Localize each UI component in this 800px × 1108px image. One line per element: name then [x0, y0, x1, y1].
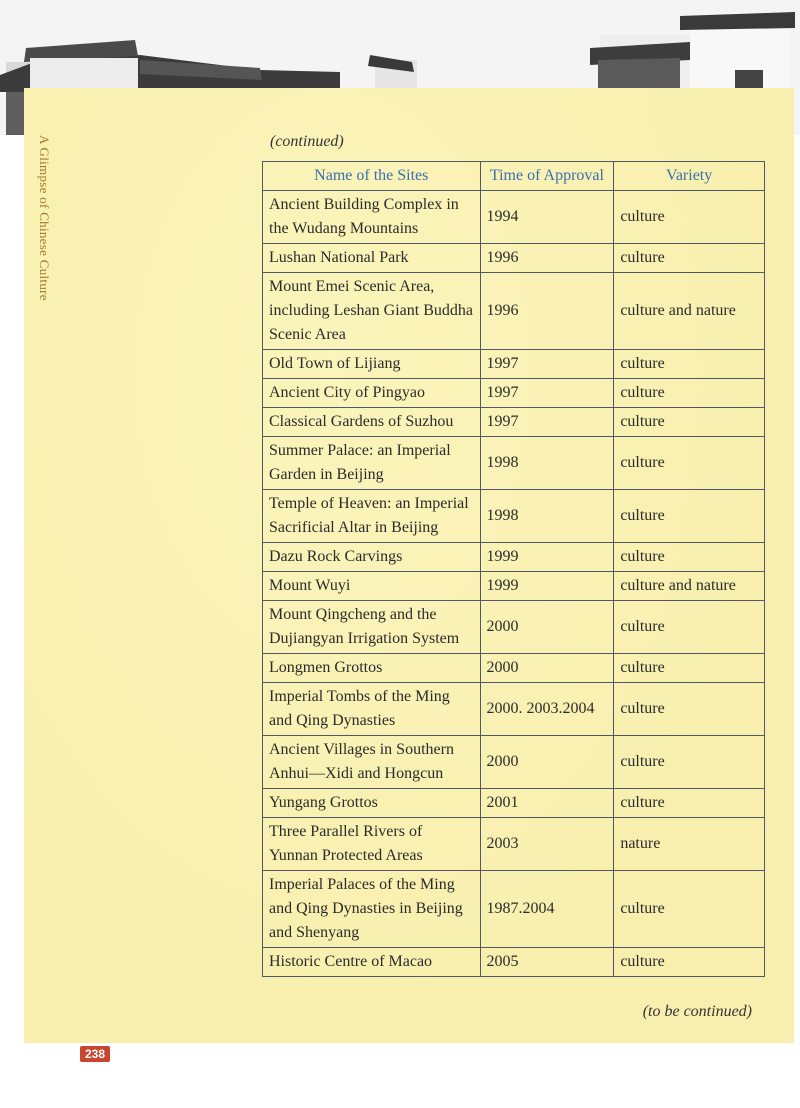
- variety-cell: culture: [614, 948, 765, 977]
- variety-cell: culture and nature: [614, 273, 765, 350]
- approval-time-cell: 2000: [480, 601, 614, 654]
- table-row: [263, 273, 765, 350]
- table-row: [263, 654, 765, 683]
- table-row: [263, 572, 765, 601]
- site-name-cell: Summer Palace: an Imperial Garden in Beijing: [263, 437, 481, 490]
- variety-cell: culture: [614, 408, 765, 437]
- variety-cell: culture: [614, 490, 765, 543]
- continued-label: (continued): [270, 133, 344, 150]
- table-row: [263, 543, 765, 572]
- table-row: [263, 818, 765, 871]
- table-row: [263, 490, 765, 543]
- site-name-cell: Imperial Palaces of the Ming and Qing Dynasties in Beijing and Shenyang: [263, 871, 481, 948]
- approval-time-cell: 2005: [480, 948, 614, 977]
- variety-cell: culture: [614, 543, 765, 572]
- variety-cell: culture: [614, 683, 765, 736]
- table-row: [263, 379, 765, 408]
- table-row: [263, 350, 765, 379]
- variety-cell: culture: [614, 789, 765, 818]
- site-name-cell: Dazu Rock Carvings: [263, 543, 481, 572]
- site-name-cell: Imperial Tombs of the Ming and Qing Dynasties: [263, 683, 481, 736]
- table-row: [263, 948, 765, 977]
- variety-cell: culture: [614, 350, 765, 379]
- heritage-sites-table: [262, 161, 765, 977]
- site-name-cell: Lushan National Park: [263, 244, 481, 273]
- approval-time-cell: 1997: [480, 408, 614, 437]
- approval-time-cell: 1998: [480, 490, 614, 543]
- approval-time-cell: 1997: [480, 379, 614, 408]
- table-row: [263, 601, 765, 654]
- approval-time-cell: 2000. 2003.2004: [480, 683, 614, 736]
- approval-time-cell: 1994: [480, 191, 614, 244]
- variety-cell: culture and nature: [614, 572, 765, 601]
- variety-cell: culture: [614, 379, 765, 408]
- site-name-cell: Historic Centre of Macao: [263, 948, 481, 977]
- approval-time-cell: 2001: [480, 789, 614, 818]
- table-header-row: [263, 162, 765, 191]
- site-name-cell: Ancient City of Pingyao: [263, 379, 481, 408]
- table-row: [263, 736, 765, 789]
- approval-time-cell: 1997: [480, 350, 614, 379]
- variety-cell: culture: [614, 191, 765, 244]
- site-name-cell: Ancient Villages in Southern Anhui—Xidi and Hongcun: [263, 736, 481, 789]
- table-row: [263, 191, 765, 244]
- table-row: [263, 871, 765, 948]
- approval-time-cell: 1999: [480, 543, 614, 572]
- page-number-badge: 238: [80, 1046, 110, 1062]
- variety-cell: culture: [614, 871, 765, 948]
- table-row: [263, 437, 765, 490]
- header-name: Name of the Sites: [263, 162, 481, 191]
- site-name-cell: Mount Qingcheng and the Dujiangyan Irrigation System: [263, 601, 481, 654]
- variety-cell: culture: [614, 654, 765, 683]
- approval-time-cell: 2000: [480, 736, 614, 789]
- side-book-title: A Glimpse of Chinese Culture: [37, 135, 52, 301]
- site-name-cell: Mount Emei Scenic Area, including Leshan Giant Buddha Scenic Area: [263, 273, 481, 350]
- table-row: [263, 683, 765, 736]
- site-name-cell: Old Town of Lijiang: [263, 350, 481, 379]
- header-variety: Variety: [614, 162, 765, 191]
- to-be-continued-label: (to be continued): [642, 1003, 752, 1020]
- approval-time-cell: 1996: [480, 244, 614, 273]
- approval-time-cell: 1999: [480, 572, 614, 601]
- table-row: [263, 408, 765, 437]
- site-name-cell: Ancient Building Complex in the Wudang Mountains: [263, 191, 481, 244]
- site-name-cell: Longmen Grottos: [263, 654, 481, 683]
- approval-time-cell: 1996: [480, 273, 614, 350]
- site-name-cell: Mount Wuyi: [263, 572, 481, 601]
- site-name-cell: Yungang Grottos: [263, 789, 481, 818]
- variety-cell: nature: [614, 818, 765, 871]
- header-time: Time of Approval: [480, 162, 614, 191]
- variety-cell: culture: [614, 736, 765, 789]
- approval-time-cell: 1998: [480, 437, 614, 490]
- table-row: [263, 789, 765, 818]
- variety-cell: culture: [614, 244, 765, 273]
- approval-time-cell: 1987.2004: [480, 871, 614, 948]
- site-name-cell: Temple of Heaven: an Imperial Sacrificial Altar in Beijing: [263, 490, 481, 543]
- approval-time-cell: 2003: [480, 818, 614, 871]
- approval-time-cell: 2000: [480, 654, 614, 683]
- variety-cell: culture: [614, 601, 765, 654]
- variety-cell: culture: [614, 437, 765, 490]
- table-row: [263, 244, 765, 273]
- site-name-cell: Three Parallel Rivers of Yunnan Protected Areas: [263, 818, 481, 871]
- site-name-cell: Classical Gardens of Suzhou: [263, 408, 481, 437]
